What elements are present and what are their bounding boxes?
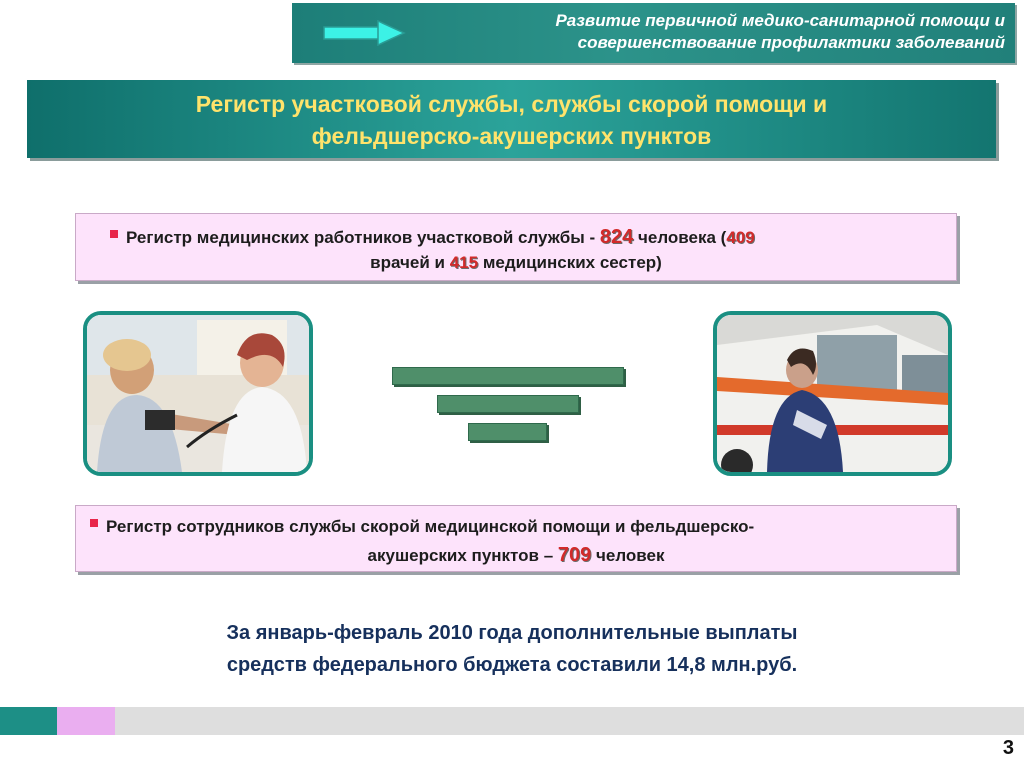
registry-box-ambulance-line-1 xyxy=(90,512,754,542)
registry-text-c: врачей и xyxy=(370,253,450,272)
bottom-bar-teal-segment xyxy=(0,707,57,735)
subtitle-line-1: Развитие первичной медико-санитарной помощи и xyxy=(555,11,1005,30)
step-bar-large xyxy=(392,367,624,385)
registry-text-b: человека ( xyxy=(633,228,727,247)
doctor-patient-photo xyxy=(83,311,313,476)
ambulance-text-a: Регистр сотрудников службы скорой медицинской помощи и фельдшерско- xyxy=(106,517,755,536)
bullet-icon xyxy=(110,230,118,238)
nurses-count: 415 xyxy=(449,253,479,272)
section-subtitle xyxy=(445,10,1005,54)
registry-box-ambulance-line-2 xyxy=(76,540,956,571)
bottom-bar-pink-segment xyxy=(57,707,115,735)
funding-summary-line-2: средств федерального бюджета составили 14,8 млн.руб. xyxy=(226,654,798,676)
registry-box-district xyxy=(75,213,957,281)
registry-box-district-line-2 xyxy=(76,248,956,278)
title-line-2: фельдшерско-акушерских пунктов xyxy=(311,123,712,149)
step-bar-small xyxy=(468,423,547,441)
registry-box-ambulance xyxy=(75,505,957,572)
ambulance-text-b: акушерских пунктов – xyxy=(367,546,558,565)
page-number: 3 xyxy=(1002,737,1014,759)
title-line-1: Регистр участковой службы, службы скорой помощи и xyxy=(195,91,828,117)
ambulance-text-c: человек xyxy=(591,546,665,565)
subtitle-line-2: совершенствование профилактики заболеваний xyxy=(577,33,1005,52)
ambulance-staff-count: 709 xyxy=(557,544,592,566)
right-arrow-icon xyxy=(322,20,406,46)
title-banner xyxy=(27,80,996,158)
registry-text-d: медицинских сестер) xyxy=(478,253,662,272)
doctors-count: 409 xyxy=(726,228,755,247)
funding-summary xyxy=(0,617,1024,681)
bottom-decor-bar xyxy=(0,707,1024,735)
registry-text-a: Регистр медицинских работников участковой службы - xyxy=(126,228,600,247)
step-bar-medium xyxy=(437,395,579,413)
ambulance-photo xyxy=(713,311,952,476)
page-title xyxy=(27,88,996,152)
total-count: 824 xyxy=(599,226,634,248)
bullet-icon xyxy=(90,519,98,527)
funding-summary-line-1: За январь-февраль 2010 года дополнительные выплаты xyxy=(226,622,798,644)
header-banner xyxy=(292,3,1015,63)
